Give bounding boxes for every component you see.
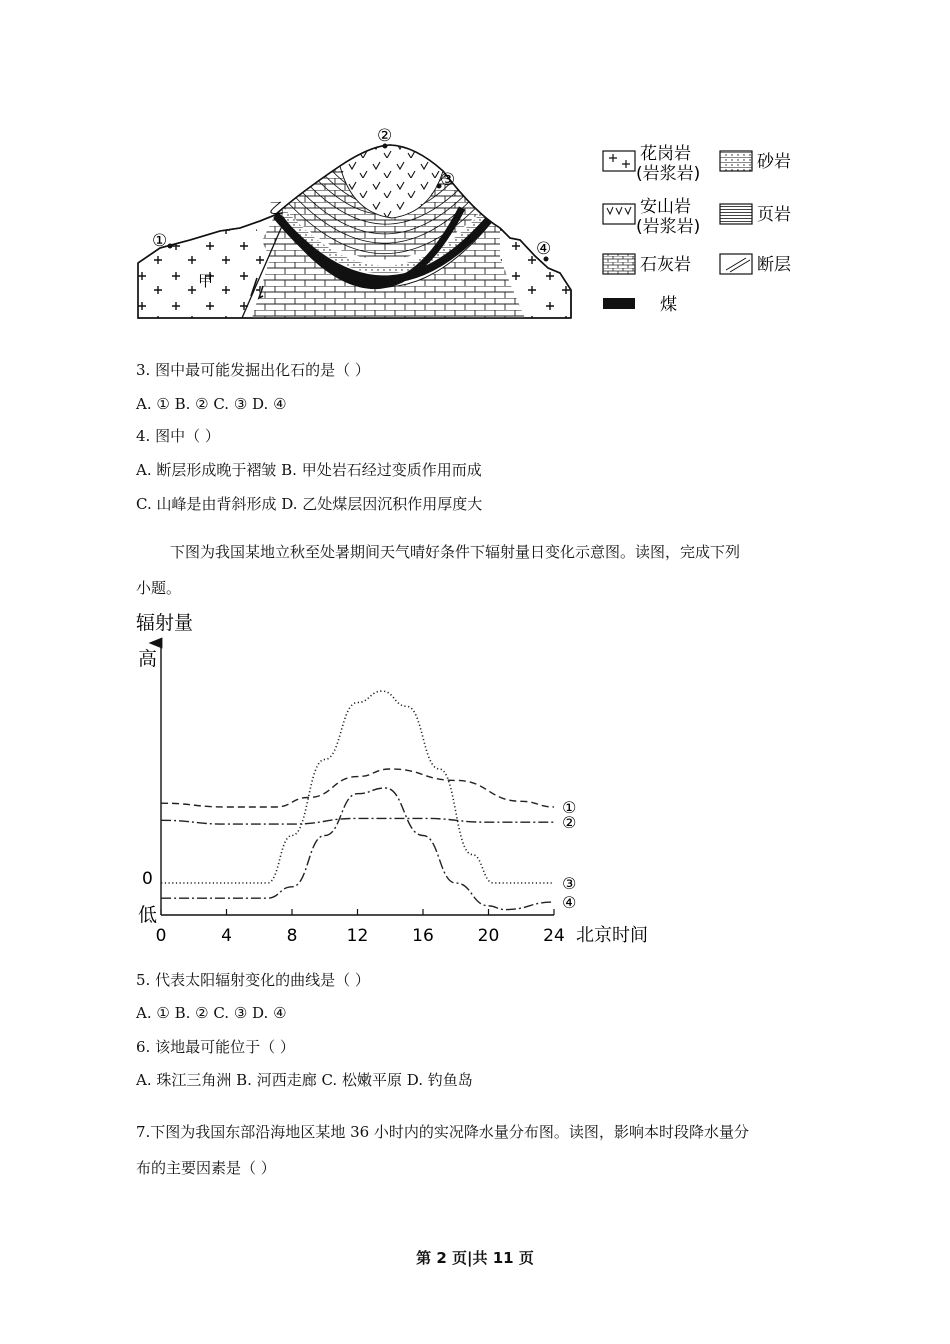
question-7-line1: 7.下图为我国东部沿海地区某地 36 小时内的实况降水量分布图。读图，影响本时段降水量分 xyxy=(136,1123,749,1141)
radiation-chart xyxy=(130,605,670,955)
legend-swatch-sandstone xyxy=(720,151,752,171)
legend-shale-label: 页岩 xyxy=(757,205,791,225)
x-tick-label: 20 xyxy=(477,926,500,946)
legend-swatch-coal xyxy=(603,298,635,309)
chart-y-zero-label: 0 xyxy=(142,869,153,889)
x-tick-label: 4 xyxy=(221,926,232,946)
chart-y-low-label: 低 xyxy=(138,904,158,926)
legend-fault-label: 断层 xyxy=(757,255,791,275)
point-2-label: ② xyxy=(377,126,393,146)
question-7-line2: 布的主要因素是（ ） xyxy=(136,1159,276,1177)
legend-limestone-label: 石灰岩 xyxy=(640,255,691,275)
page-footer: 第 2 页|共 11 页 xyxy=(416,1249,534,1267)
legend-swatch-granite xyxy=(603,151,635,171)
series-line-2 xyxy=(161,818,554,824)
legend-granite-line2: (岩浆岩) xyxy=(636,164,701,184)
legend-coal-label: 煤 xyxy=(660,295,677,315)
label-yi: 乙 xyxy=(269,199,285,217)
x-tick-label: 16 xyxy=(412,926,434,946)
series-label-4: ④ xyxy=(562,893,577,912)
series-line-1 xyxy=(161,769,554,807)
question-4-options-line1: A. 断层形成晚于褶皱 B. 甲处岩石经过变质作用而成 xyxy=(136,461,482,479)
legend-swatch-limestone xyxy=(603,254,635,274)
intro-paragraph-line1: 下图为我国某地立秋至处暑期间天气晴好条件下辐射量日变化示意图。读图，完成下列 xyxy=(170,543,741,561)
point-1-label: ① xyxy=(152,231,168,251)
point-3-label: ③ xyxy=(440,170,456,190)
chart-y-high-label: 高 xyxy=(138,648,158,670)
series-label-3: ③ xyxy=(562,874,577,893)
x-tick-label: 0 xyxy=(155,926,167,946)
question-6-options: A. 珠江三角洲 B. 河西走廊 C. 松嫩平原 D. 钓鱼岛 xyxy=(136,1071,473,1089)
x-tick-label: 12 xyxy=(346,926,369,946)
label-jia: 甲 xyxy=(198,272,214,290)
series-label-2: ② xyxy=(562,813,577,833)
point-1-dot xyxy=(168,244,173,249)
question-3-options: A. ① B. ② C. ③ D. ④ xyxy=(136,395,287,413)
series-line-3 xyxy=(161,691,554,883)
question-3-stem: 3. 图中最可能发掘出化石的是（ ） xyxy=(136,361,370,379)
legend-swatch-shale xyxy=(720,204,752,224)
intro-paragraph-line2: 小题。 xyxy=(136,579,182,597)
legend-andesite-line1: 安山岩 xyxy=(640,197,691,217)
question-6-stem: 6. 该地最可能位于（ ） xyxy=(136,1038,295,1056)
geology-legend xyxy=(603,144,791,315)
legend-sandstone-label: 砂岩 xyxy=(757,152,791,172)
chart-ylabel: 辐射量 xyxy=(136,612,194,634)
series-label-1: ① xyxy=(562,798,577,817)
chart-xlabel: 北京时间 xyxy=(576,925,648,946)
question-5-stem: 5. 代表太阳辐射变化的曲线是（ ） xyxy=(136,971,370,989)
legend-granite-line1: 花岗岩 xyxy=(640,144,691,164)
question-4-stem: 4. 图中（ ） xyxy=(136,427,220,445)
series-line-4 xyxy=(161,788,554,910)
x-tick-label: 8 xyxy=(286,926,298,946)
point-4-label: ④ xyxy=(536,239,552,259)
x-tick-label: 24 xyxy=(543,926,565,946)
geology-figure xyxy=(130,118,820,333)
legend-andesite-line2: (岩浆岩) xyxy=(636,217,701,237)
chart-series xyxy=(161,691,576,912)
question-5-options: A. ① B. ② C. ③ D. ④ xyxy=(136,1004,287,1022)
cross-section xyxy=(138,140,571,318)
question-4-options-line2: C. 山峰是由背斜形成 D. 乙处煤层因沉积作用厚度大 xyxy=(136,495,483,513)
